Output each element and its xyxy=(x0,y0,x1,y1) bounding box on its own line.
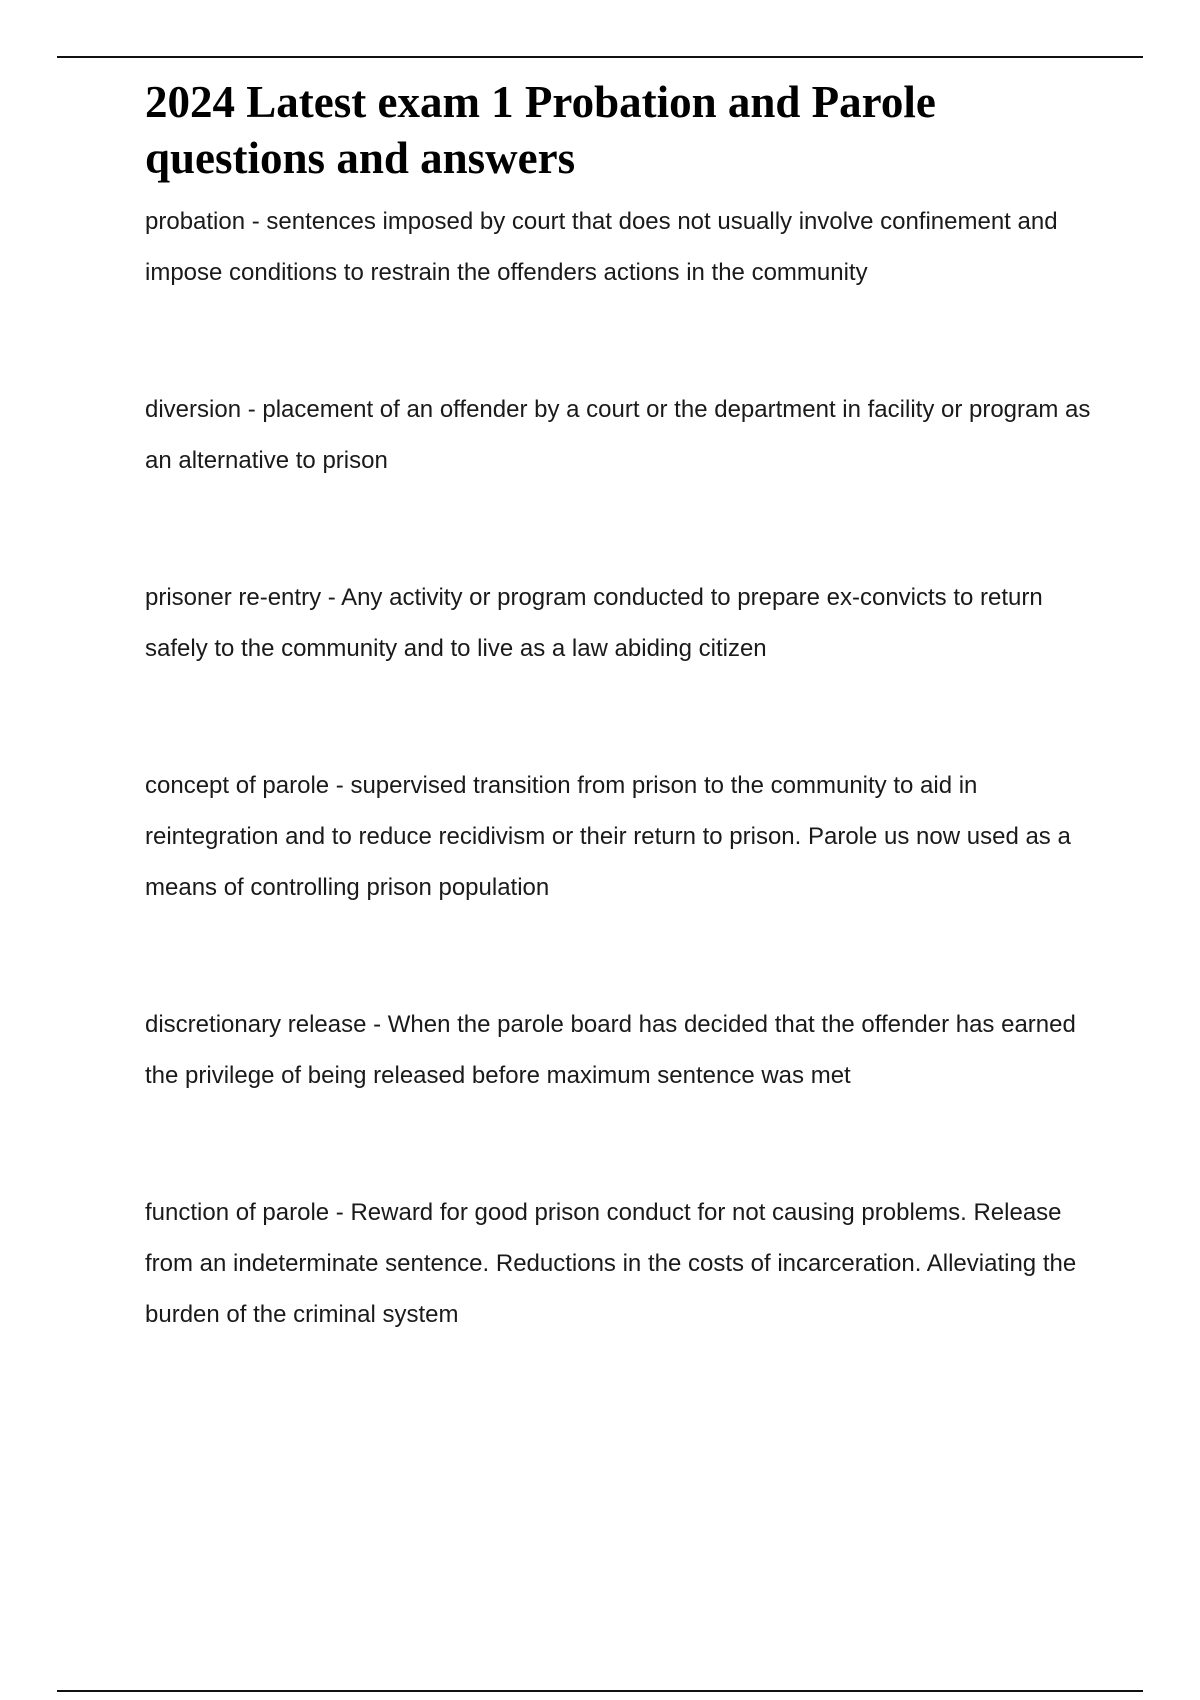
qa-entry-diversion: diversion - placement of an offender by a court or the department in facility or program as an alternative to prison xyxy=(145,396,1091,474)
header-divider xyxy=(57,56,1143,58)
qa-list xyxy=(145,196,1105,1340)
qa-entry-prisoner-reentry: prisoner re-entry - Any activity or program conducted to prepare ex-convicts to return safely to the community and to live as a law abiding citizen xyxy=(145,584,1043,662)
document-title: 2024 Latest exam 1 Probation and Parole questions and answers xyxy=(145,77,936,183)
qa-entry-function-of-parole: function of parole - Reward for good prison conduct for not causing problems. Release from an indeterminate sentence. Reductions in the costs of incarceration. Alleviating the burden of the criminal system xyxy=(145,1199,1077,1328)
document-body xyxy=(145,74,1105,1340)
qa-entry-discretionary-release: discretionary release - When the parole board has decided that the offender has earned the privilege of being released before maximum sentence was met xyxy=(145,1011,1076,1089)
qa-entry-concept-of-parole: concept of parole - supervised transition from prison to the community to aid in reintegration and to reduce recidivism or their return to prison. Parole us now used as a means of controlling prison population xyxy=(145,772,1071,901)
qa-entry-probation: probation - sentences imposed by court that does not usually involve confinement and impose conditions to restrain the offenders actions in the community xyxy=(145,208,1058,286)
footer-divider xyxy=(57,1690,1143,1692)
